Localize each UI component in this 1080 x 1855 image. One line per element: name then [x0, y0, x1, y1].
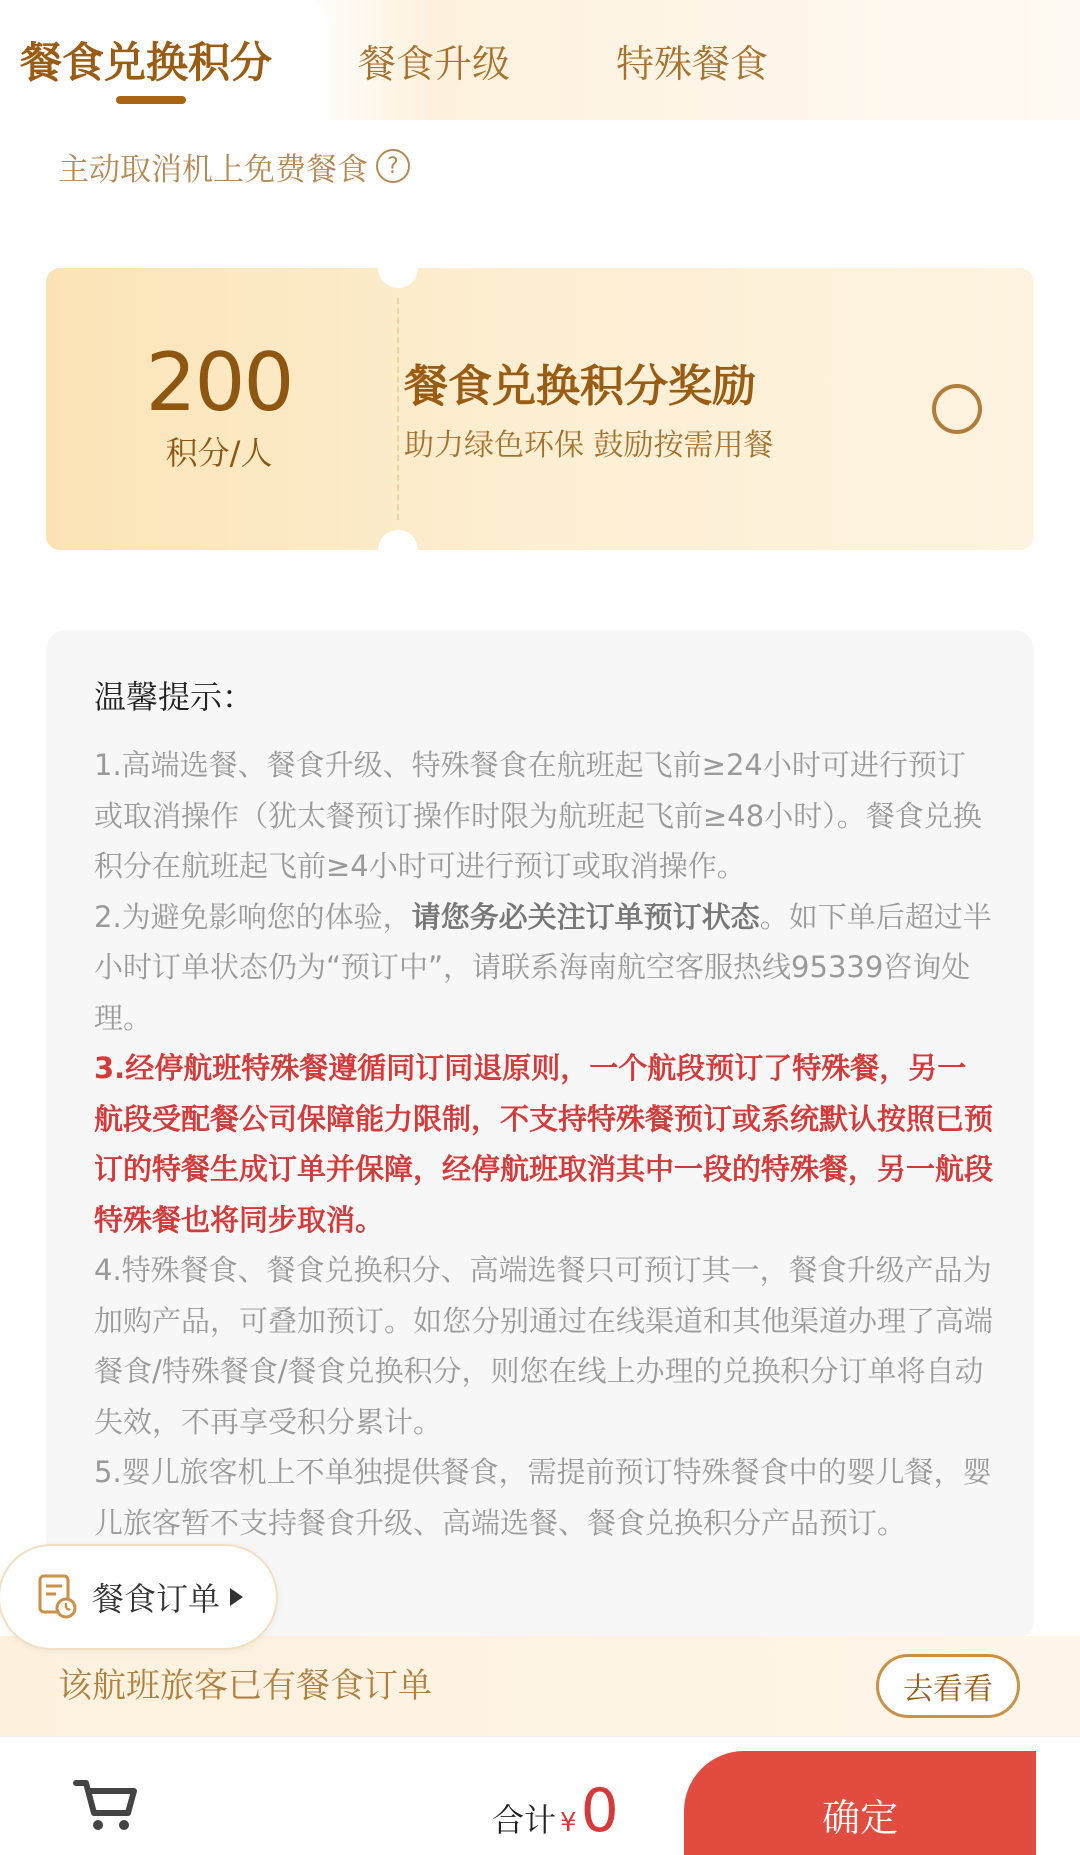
reward-title: 餐食兑换积分奖励 — [404, 361, 756, 412]
cart-icon[interactable] — [72, 1777, 142, 1835]
notice-item-1: 1.高端选餐、餐食升级、特殊餐食在航班起飞前≥24小时可进行预订或取消操作（犹太餐预订操作时限为航班起飞前≥48小时）。餐食兑换积分在航班起飞前≥4小时可进行预订或取消操作。 — [94, 748, 982, 883]
notice-item-2 — [94, 892, 994, 1044]
view-order-button[interactable]: 去看看 — [876, 1654, 1020, 1718]
notice-item-5: 5.婴儿旅客机上不单独提供餐食，需提前预订特殊餐食中的婴儿餐，婴儿旅客暂不支持餐食升级、高端选餐、餐食兑换积分产品预订。 — [94, 1455, 992, 1540]
existing-order-bar — [0, 1636, 1080, 1736]
active-tab-indicator — [116, 96, 186, 104]
card-notch-bottom — [378, 530, 418, 552]
currency-symbol: ¥ — [560, 1808, 577, 1838]
points-unit: 积分/人 — [165, 434, 273, 472]
notice-body — [94, 740, 994, 1548]
card-divider — [397, 298, 399, 520]
cancel-free-meal-option[interactable] — [58, 142, 410, 190]
cancel-free-meal-label: 主动取消机上免费餐食 — [58, 151, 368, 188]
notice-panel — [46, 630, 1034, 1640]
total-label: 合计 — [492, 1801, 557, 1839]
bottom-action-bar — [0, 1736, 1080, 1855]
reward-select-radio[interactable] — [932, 384, 982, 434]
notice-item-4: 4.特殊餐食、餐食兑换积分、高端选餐只可预订其一，餐食升级产品为加购产品，可叠加预订。如您分别通过在线渠道和其他渠道办理了高端餐食/特殊餐食/餐食兑换积分，则您在线上办理的兑换积分订单将自动失效，不再享受积分累计。 — [94, 1253, 994, 1439]
points-reward-card[interactable] — [46, 268, 1034, 550]
notice-item-2-suffix: 。如下单后超过半小时订单状态仍为“预订中”，请联系海南航空客服热线95339咨询处理。 — [94, 899, 992, 1035]
tab-meal-upgrade[interactable]: 餐食升级 — [358, 41, 511, 86]
meal-order-float-button[interactable] — [0, 1544, 278, 1650]
help-icon[interactable]: ? — [376, 149, 410, 183]
confirm-button[interactable]: 确定 — [684, 1751, 1036, 1855]
card-notch-top — [378, 266, 418, 288]
notice-item-2-emphasis: 请您务必关注订单预订状态 — [411, 899, 760, 934]
tab-meal-points-exchange[interactable]: 餐食兑换积分 — [20, 38, 273, 87]
points-amount: 200 — [145, 336, 293, 429]
notice-item-2-prefix: 2.为避免影响您的体验， — [94, 899, 412, 934]
total-amount: 0 — [580, 1776, 619, 1846]
tab-special-meal[interactable]: 特殊餐食 — [616, 41, 769, 86]
play-arrow-icon — [230, 1588, 243, 1606]
meal-order-label: 餐食订单 — [92, 1580, 221, 1618]
total-price — [492, 1776, 619, 1846]
notice-item-3-warning: 3.经停航班特殊餐遵循同订同退原则，一个航段预订了特殊餐，另一航段受配餐公司保障能力限制，不支持特殊餐预订或系统默认按照已预订的特餐生成订单并保障，经停航班取消其中一段的特殊餐，另一航段特殊餐也将同步取消。 — [94, 1051, 994, 1237]
existing-order-text: 该航班旅客已有餐食订单 — [58, 1666, 432, 1706]
notice-title: 温馨提示： — [94, 678, 255, 716]
order-document-icon — [38, 1574, 78, 1620]
reward-subtitle: 助力绿色环保 鼓励按需用餐 — [404, 428, 774, 463]
tab-bar — [0, 0, 1080, 120]
